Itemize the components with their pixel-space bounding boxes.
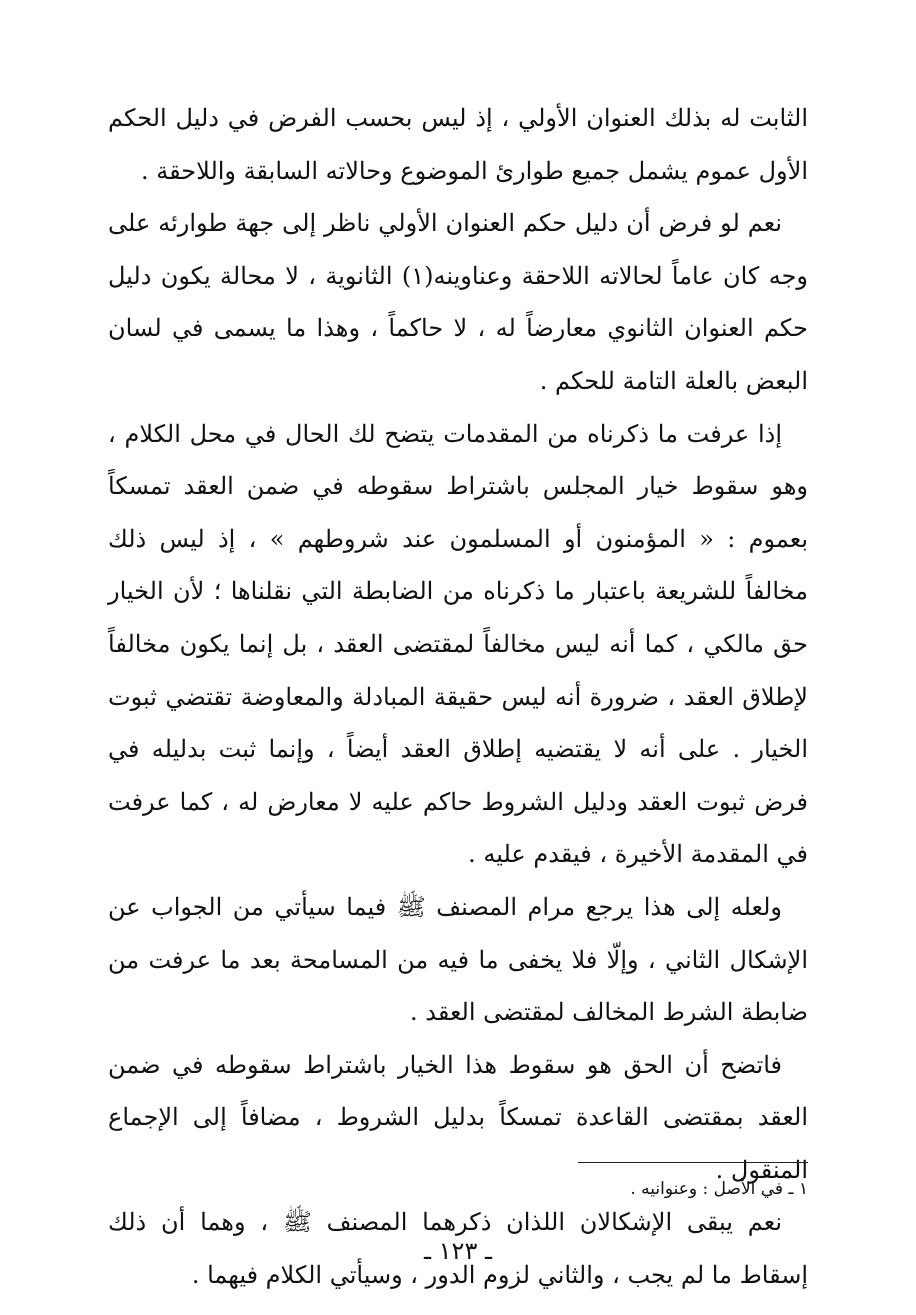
paragraph-2: نعم لو فرض أن دليل حكم العنوان الأولي ناظر إلى جهة طوارئه على وجه كان عاماً لحالاته اللاحقة وعناوينه(١) الثانوية ، لا محالة يكون دليل حكم العنوان الثانوي معارضاً له ، لا حاكماً ، وهذا ما يسمى في لسان البعض بالعلة التامة للحكم . <box>108 209 808 395</box>
paragraph-3: إذا عرفت ما ذكرناه من المقدمات يتضح لك الحال في محل الكلام ، وهو سقوط خيار المجلس باشتراط سقوطه في ضمن العقد تمسكاً بعموم : « المؤمنون أو المسلمون عند شروطهم » ، إذ ليس ذلك مخالفاً للشريعة باعتبار ما ذكرناه من الضابطة التي نقلناها ؛ لأن الخيار حق مالكي ، كما أنه ليس مخالفاً لمقتضى العقد ، بل إنما يكون مخالفاً لإطلاق العقد ، ضرورة أنه ليس حقيقة المبادلة والمعاوضة تقتضي ثبوت الخيار . على أنه لا يقتضيه إطلاق العقد أيضاً ، وإنما ثبت بدليله في فرض ثبوت العقد ودليل الشروط حاكم عليه لا معارض له ، كما عرفت في المقدمة الأخيرة ، فيقدم عليه . <box>108 419 808 869</box>
paragraph-5: فاتضح أن الحق هو سقوط هذا الخيار باشتراط سقوطه في ضمن العقد بمقتضى القاعدة تمسكاً بدليل الشروط ، مضافاً إلى الإجماع المنقول . <box>108 1050 808 1184</box>
paragraph-4: ولعله إلى هذا يرجع مرام المصنف ﷺ فيما سيأتي من الجواب عن الإشكال الثاني ، وإلّا فلا يخفى ما فيه من المسامحة بعد ما عرفت من ضابطة الشرط المخالف لمقتضى العقد . <box>108 892 808 1027</box>
footnote-divider <box>578 1162 808 1163</box>
main-text <box>108 92 808 1302</box>
paragraph-6: نعم يبقى الإشكالان اللذان ذكرهما المصنف ﷺ ، وهما أن ذلك إسقاط ما لم يجب ، والثاني لزوم الدور ، وسيأتي الكلام فيهما . <box>108 1208 808 1290</box>
paragraph-1: الثابت له بذلك العنوان الأولي ، إذ ليس بحسب الفرض في دليل الحكم الأول عموم يشمل جميع طوارئ الموضوع وحالاته السابقة واللاحقة . <box>108 104 808 185</box>
footnote: ١ ـ في الأصل : وعنوانيه . <box>630 1179 808 1199</box>
page-number: ـ ١٢٣ ـ <box>423 1237 492 1265</box>
